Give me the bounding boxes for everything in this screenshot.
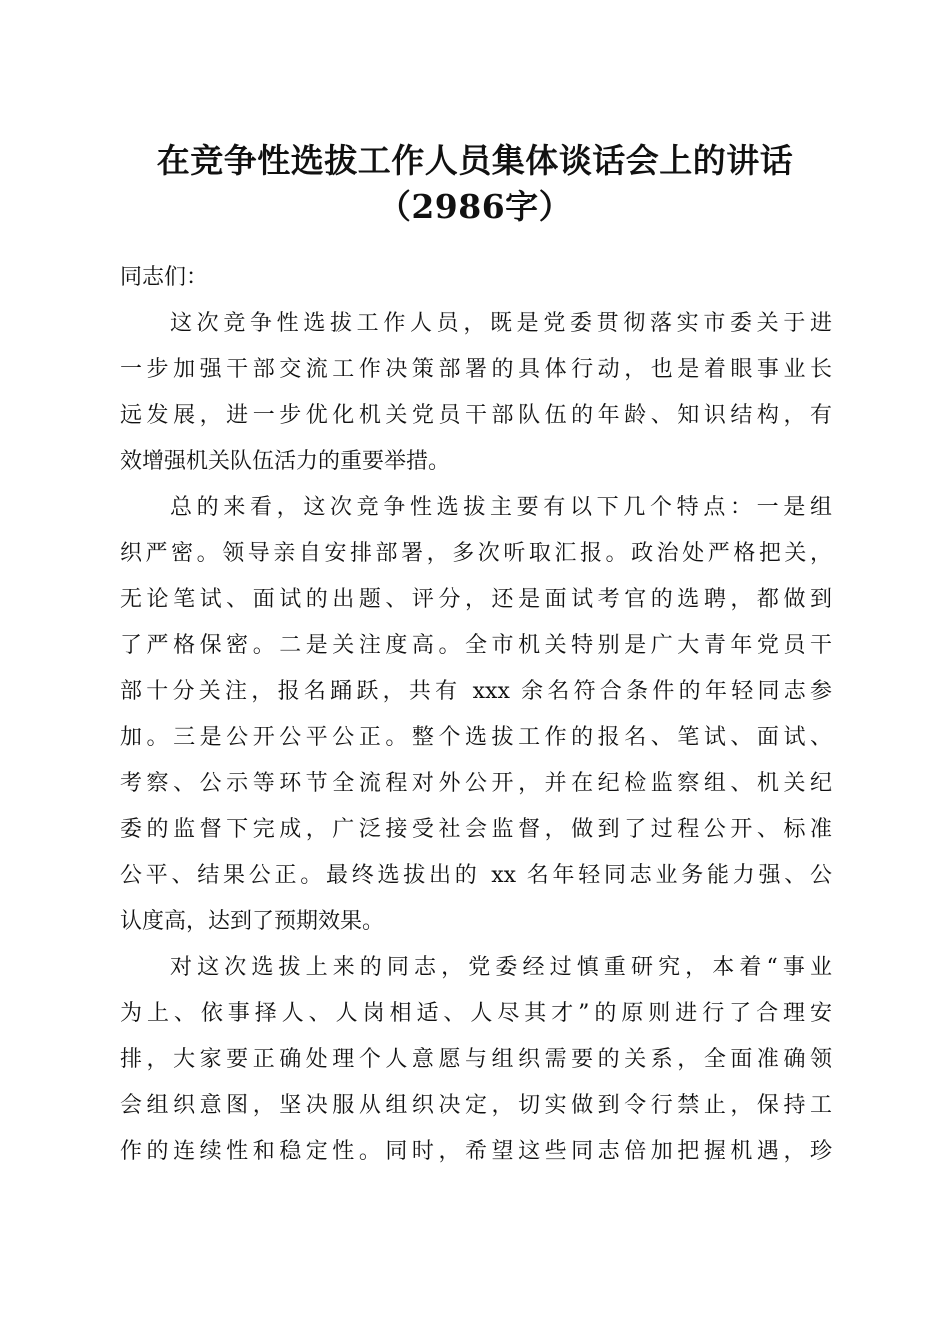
paragraph-line: 作的连续性和稳定性。同时，希望这些同志倍加把握机遇，珍 (120, 1139, 832, 1164)
paragraph-line: 远发展，进一步优化机关党员干部队伍的年龄、知识结构，有 (120, 403, 832, 428)
document-body (120, 255, 832, 1175)
paragraph-1 (120, 301, 832, 485)
paragraph-line: 了严格保密。二是关注度高。全市机关特别是广大青年党员干 (120, 633, 832, 658)
paragraph-2 (120, 485, 832, 945)
paragraph-line: 对这次选拔上来的同志，党委经过慎重研究，本着“事业 (170, 955, 832, 980)
paragraph-line: 加。三是公开公平公正。整个选拔工作的报名、笔试、面试、 (120, 725, 832, 750)
paragraph-line: 无论笔试、面试的出题、评分，还是面试考官的选聘，都做到 (120, 587, 832, 612)
paragraph-line: 织严密。领导亲自安排部署，多次听取汇报。政治处严格把关， (120, 541, 832, 566)
paragraph-line: 部十分关注，报名踊跃，共有 xxx 余名符合条件的年轻同志参 (120, 679, 832, 704)
paragraph-line: 为上、依事择人、人岗相适、人尽其才”的原则进行了合理安 (120, 1001, 832, 1026)
paragraph-3 (120, 945, 832, 1175)
paragraph-line: 认度高，达到了预期效果。 (120, 909, 385, 934)
paragraph-line: 排，大家要正确处理个人意愿与组织需要的关系，全面准确领 (120, 1047, 832, 1072)
document-title (100, 138, 850, 230)
title-line-1: 在竞争性选拔工作人员集体谈话会上的讲话 (156, 141, 794, 180)
paragraph-line: 会组织意图，坚决服从组织决定，切实做到令行禁止，保持工 (120, 1093, 832, 1118)
title-line-2: （2986字） (377, 187, 573, 226)
paragraph-line: 考察、公示等环节全流程对外公开，并在纪检监察组、机关纪 (120, 771, 832, 796)
paragraph-line: 委的监督下完成，广泛接受社会监督，做到了过程公开、标准 (120, 817, 832, 842)
paragraph-line: 公平、结果公正。最终选拔出的 xx 名年轻同志业务能力强、公 (120, 863, 832, 888)
paragraph-line: 一步加强干部交流工作决策部署的具体行动，也是着眼事业长 (120, 357, 832, 382)
salutation: 同志们： (120, 265, 209, 290)
paragraph-line: 效增强机关队伍活力的重要举措。 (120, 449, 451, 474)
paragraph-line: 总的来看，这次竞争性选拔主要有以下几个特点：一是组 (170, 495, 832, 520)
paragraph-line: 这次竞争性选拔工作人员，既是党委贯彻落实市委关于进 (170, 311, 832, 336)
